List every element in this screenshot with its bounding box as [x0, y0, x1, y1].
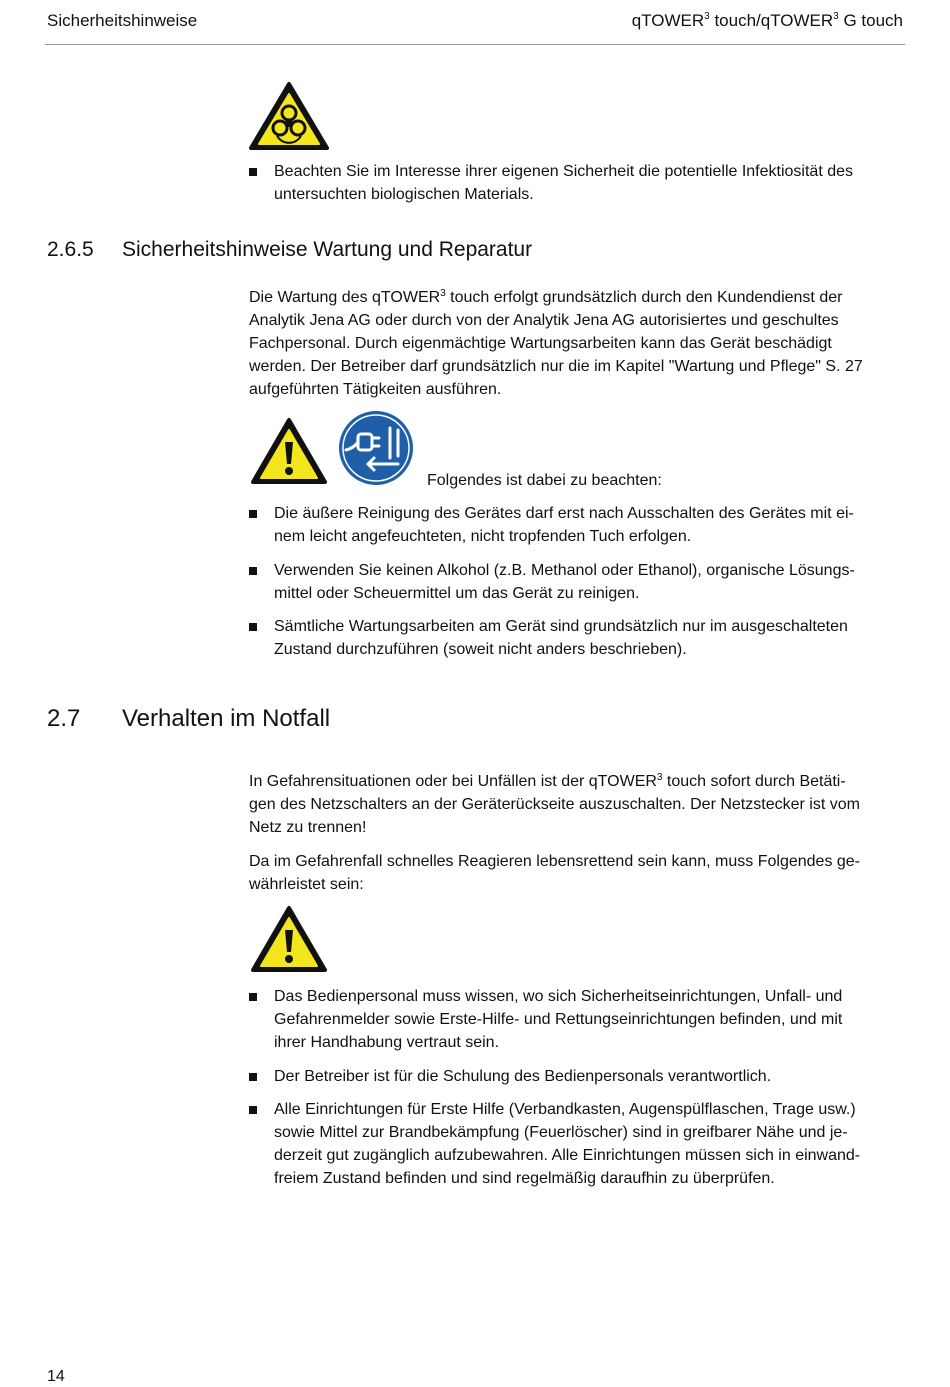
list-item: Sämtliche Wartungsarbeiten am Gerät sind grundsätzlich nur im ausgeschalteten Zustand durchzuführen (soweit nicht anders beschrieben). — [249, 615, 899, 661]
emergency-paragraph-2: Da im Gefahrenfall schnelles Reagieren lebensrettend sein kann, muss Folgendes ge- währleistet sein: — [249, 853, 861, 893]
emergency-paragraph: In Gefahrensituationen oder bei Unfällen ist der qTOWER$^3$ touch sofort durch Betäti- gen des Netzschalters an der Geräterückseite auszuschalten. Der Netzstecker ist vom Netz zu trennen! — [249, 772, 860, 836]
bullet-square — [249, 993, 257, 1001]
warning-triangle-icon — [249, 904, 329, 974]
bullet-square — [249, 510, 257, 518]
list-item: Alle Einrichtungen für Erste Hilfe (Verbandkasten, Augenspülflaschen, Trage usw.) sowie Mittel zur Brandbekämpfung (Feuerlöscher) sind in greifbarer Nähe und je- derzeit gut zugänglich aufzubewahren. Alle Einrichtungen müssen sich in einwand- freiem Zustand befinden und sind regelmäßig daraufhin zu überprüfen. — [249, 1098, 899, 1190]
bullet-square — [249, 168, 257, 176]
list-item: Beachten Sie im Interesse ihrer eigenen Sicherheit die potentielle Infektiosität des untersuchten biologischen Materials. — [249, 160, 899, 206]
maintenance-paragraph: Die Wartung des qTOWER$^3$ touch erfolgt grundsätzlich durch den Kundendienst der Analytik Jena AG oder durch von der Analytik Jena AG autorisiertes und geschultes Fachpersonal. Durch eigenmächtige Wartungsarbeiten kann das Gerät beschädigt werden. Der Betreiber darf grundsätzlich nur die im Kapitel "Wartung und Pflege" S. 27 aufgeführten Tätigkeiten ausführen. — [249, 288, 863, 398]
page-number: 14 — [47, 1368, 65, 1385]
list-item: Das Bedienpersonal muss wissen, wo sich Sicherheitseinrichtungen, Unfall- und Gefahrenmelder sowie Erste-Hilfe- und Rettungseinrichtungen befinden, und mit ihrer Handhabung vertraut sein. — [249, 985, 899, 1054]
list-item: Der Betreiber ist für die Schulung des Bedienpersonals verantwortlich. — [249, 1065, 899, 1088]
bullet-square — [249, 623, 257, 631]
warning-triangle-icon — [249, 416, 329, 486]
bullet-square — [249, 567, 257, 575]
section-title: Sicherheitshinweise Wartung und Reparatur — [122, 238, 533, 261]
bullet-square — [249, 1073, 257, 1081]
biohazard-warning-icon — [247, 80, 331, 152]
running-header-product: qTOWER$^3$ touch/qTOWER$^3$ G touch — [631, 11, 903, 30]
disconnect-mains-plug-icon — [338, 410, 414, 486]
section-title: Verhalten im Notfall — [122, 705, 331, 732]
section-number: 2.6.5 — [47, 238, 94, 261]
running-header-section: Sicherheitshinweise — [47, 11, 198, 30]
header-divider — [45, 44, 905, 45]
section-number: 2.7 — [47, 705, 81, 732]
list-item: Die äußere Reinigung des Gerätes darf erst nach Ausschalten des Gerätes mit ei- nem leicht angefeuchteten, nicht tropfenden Tuch erfolgen. — [249, 502, 899, 548]
list-item: Verwenden Sie keinen Alkohol (z.B. Methanol oder Ethanol), organische Lösungs- mittel oder Scheuermittel um das Gerät zu reinigen. — [249, 559, 899, 605]
bullet-square — [249, 1106, 257, 1114]
note-text: Folgendes ist dabei zu beachten: — [427, 472, 662, 489]
